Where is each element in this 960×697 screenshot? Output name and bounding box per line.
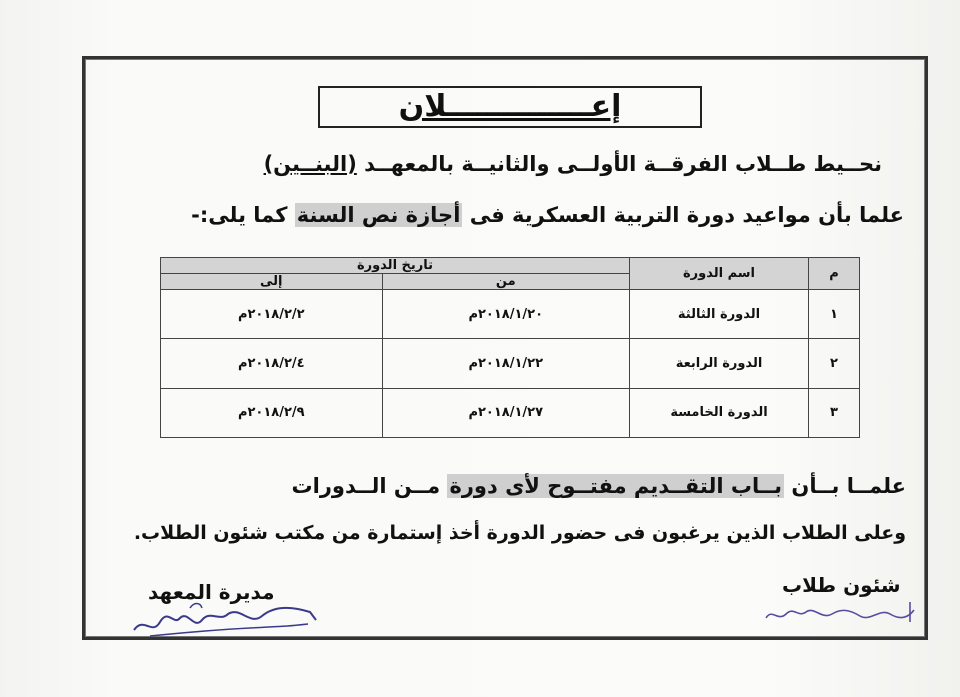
table-row xyxy=(161,290,860,339)
header-date: تاريخ الدورة xyxy=(161,258,630,274)
student-affairs-signature xyxy=(760,596,920,628)
instruction-line: وعلى الطلاب الذين يرغبون فى حضور الدورة أخذ إستمارة من مكتب شئون الطلاب. xyxy=(133,522,906,544)
table-row xyxy=(161,339,860,388)
header-to: إلى xyxy=(161,274,383,290)
row-name: الدورة الرابعة xyxy=(630,339,809,388)
header-num: م xyxy=(809,258,860,290)
table-row xyxy=(161,388,860,437)
intro-line xyxy=(82,152,882,176)
row-from: ٢٠١٨/١/٢٠م xyxy=(382,290,629,339)
application-pre: علمــا بــأن xyxy=(791,474,906,498)
director-signature xyxy=(130,596,320,642)
row-from: ٢٠١٨/١/٢٧م xyxy=(382,388,629,437)
row-num: ١ xyxy=(809,290,860,339)
announcement-title: إعــــــــــــــلان xyxy=(318,86,702,128)
row-num: ٣ xyxy=(809,388,860,437)
intro-text: نحــيط طــلاب الفرقــة الأولــى والثانيــة بالمعهــد xyxy=(364,152,882,176)
director-title: مديرة المعهد xyxy=(148,580,275,604)
schedule-intro-highlight: أجازة نص السنة xyxy=(296,203,461,227)
row-name: الدورة الخامسة xyxy=(630,388,809,437)
application-post: مــن الــدورات xyxy=(291,474,441,498)
schedule-intro-line xyxy=(104,203,904,227)
application-highlight: بــاب التقــديم مفتــوح لأى دورة xyxy=(449,474,783,498)
row-name: الدورة الثالثة xyxy=(630,290,809,339)
schedule-intro-post: كما يلى:- xyxy=(191,203,288,227)
header-from: من xyxy=(382,274,629,290)
intro-paren: (البنــين) xyxy=(263,152,357,176)
row-to: ٢٠١٨/٢/٩م xyxy=(161,388,383,437)
schedule-intro-pre: علما بأن مواعيد دورة التربية العسكرية فى xyxy=(469,203,904,227)
application-line xyxy=(106,474,906,498)
schedule-table xyxy=(160,257,860,438)
row-to: ٢٠١٨/٢/٢م xyxy=(161,290,383,339)
student-affairs-title: شئون طلاب xyxy=(782,573,901,597)
header-name: اسم الدورة xyxy=(630,258,809,290)
row-from: ٢٠١٨/١/٢٢م xyxy=(382,339,629,388)
row-num: ٢ xyxy=(809,339,860,388)
row-to: ٢٠١٨/٢/٤م xyxy=(161,339,383,388)
